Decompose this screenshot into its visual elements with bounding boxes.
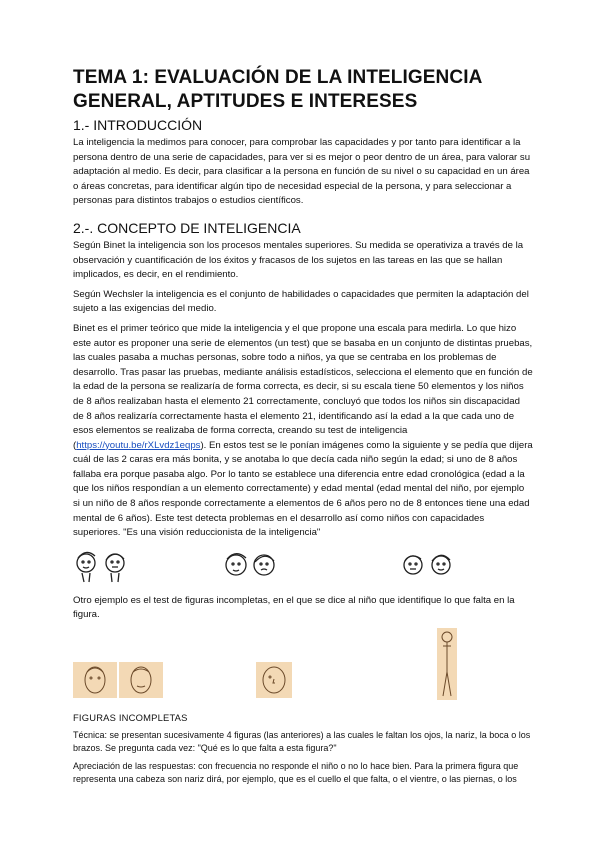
incomplete-head-figure-2 bbox=[119, 662, 163, 698]
binet-faces-figures bbox=[73, 546, 533, 590]
text-span: ). En estos test se le ponían imágenes como la siguiente y se pedía que dijera cuál de las 2 caras era más bonita, y se anotaba lo que decía cada niño según la edad; si uno de 8 años fallaba era porque pasaba algo. Por lo tanto se establece una diferencia entre edad cronológica (edad a la que los niños respondían a un elemento correctamente) y edad mental (edad mental del niño, por ejemplo si un niño de 8 años responde correctamente a elementos de 6 años pero no de 8 entonces tiene una edad mental de 6 años). Este test detecta problemas en el desarrollo así como niños con capacidades superiores. "Es una visión reduccionista de la inteligencia" bbox=[73, 439, 533, 539]
incomplete-face-figure-3 bbox=[256, 662, 292, 698]
figuras-incompletas-title: FIGURAS INCOMPLETAS bbox=[73, 712, 188, 724]
body-sketch-icon bbox=[437, 628, 457, 700]
face-pair-3-image bbox=[399, 546, 457, 588]
head-sketch-icon bbox=[73, 662, 117, 698]
paragraph: Según Wechsler la inteligencia es el conjunto de habilidades o capacidades que permiten la adaptación del sujeto a las exigencias del medio. bbox=[73, 288, 529, 315]
document-page bbox=[73, 66, 533, 791]
paragraph: La inteligencia la medimos para conocer, para comprobar las capacidades y por tanto para identificar a la persona dentro de una serie de capacidades, para ver si es mejor o peor dentro de un área, para valorar su adaptación al medio. Es decir, para clasificar a la persona en función de su nivel o su capacidad en un área o áreas concretas, para identificar algún tipo de necesidad especial de la persona, y para seleccionar a personas para distintos trabajos o estudios científicos. bbox=[73, 137, 531, 207]
face-pair-2-image bbox=[221, 546, 281, 588]
incomplete-figures bbox=[73, 628, 533, 708]
face-sketch-icon bbox=[256, 662, 292, 698]
tecnica-paragraph: Técnica: se presentan sucesivamente 4 figuras (las anteriores) a las cuales le faltan los ojos, la nariz, la boca o los brazos. Se pregunta cada vez: "Qué es lo que falta a esta figura?" bbox=[73, 730, 531, 754]
apreciacion-paragraph: Apreciación de las respuestas: con frecuencia no responde el niño o no lo hace bien. Para la primera figura que representa una cabeza son nariz dirá, por ejemplo, que es el cuello el que falta, o el vientre, o las piernas, o los bbox=[73, 760, 519, 785]
section-heading-concepto: 2.-. CONCEPTO DE INTELIGENCIA bbox=[73, 219, 301, 236]
incomplete-body-figure-4 bbox=[437, 628, 457, 700]
section-heading-introduccion: 1.- INTRODUCCIÓN bbox=[73, 117, 203, 133]
paragraph-binet bbox=[73, 322, 533, 541]
video-link[interactable]: https://youtu.be/rXLvdz1eqps bbox=[76, 439, 201, 451]
paragraph: Otro ejemplo es el test de figuras incompletas, en el que se dice al niño que identifique lo que falta en la figura. bbox=[73, 594, 515, 621]
face-pair-1-image bbox=[73, 546, 131, 588]
incomplete-head-figure-1 bbox=[73, 662, 117, 698]
text-span: Binet es el primer teórico que mide la inteligencia y el que propone una escala para medirla. Lo que hizo este autor es proponer una serie de elementos (un test) que se basaba en un conjunto de distintas pruebas, las cuales pasaba a muchas personas, sobre todo a niños, ya que se centraba en los problemas de desarrollo. Tras pasar las pruebas, mediante análisis estadísticos, selecciona el elemento que en función de la edad de la persona se realizaría de forma correcta, es decir, si su escala tiene 50 elementos y los niños de 8 años realizaban hasta el elemento 21 correctamente, concluyó que todos los niños sin discapacidad de 8 años realizaría correctamente hasta el elemento 21, identificando así la edad a la que cada uno de esos elementos se realizaba de forma correcta, creando su test de inteligencia ( bbox=[73, 322, 533, 451]
document-title: TEMA 1: EVALUACIÓN DE LA INTELIGENCIA GENERAL, APTITUDES E INTERESES bbox=[73, 67, 482, 112]
figuras-incompletas-section bbox=[73, 729, 533, 787]
head-sketch-icon bbox=[119, 662, 163, 698]
paragraph: Según Binet la inteligencia son los procesos mentales superiores. Su medida se operativiza a través de la observación y cuantificación de los éxitos y fracasos de los sujetos en las tareas en las que se hallan implicados, es decir, en el rendimiento. bbox=[73, 239, 524, 281]
